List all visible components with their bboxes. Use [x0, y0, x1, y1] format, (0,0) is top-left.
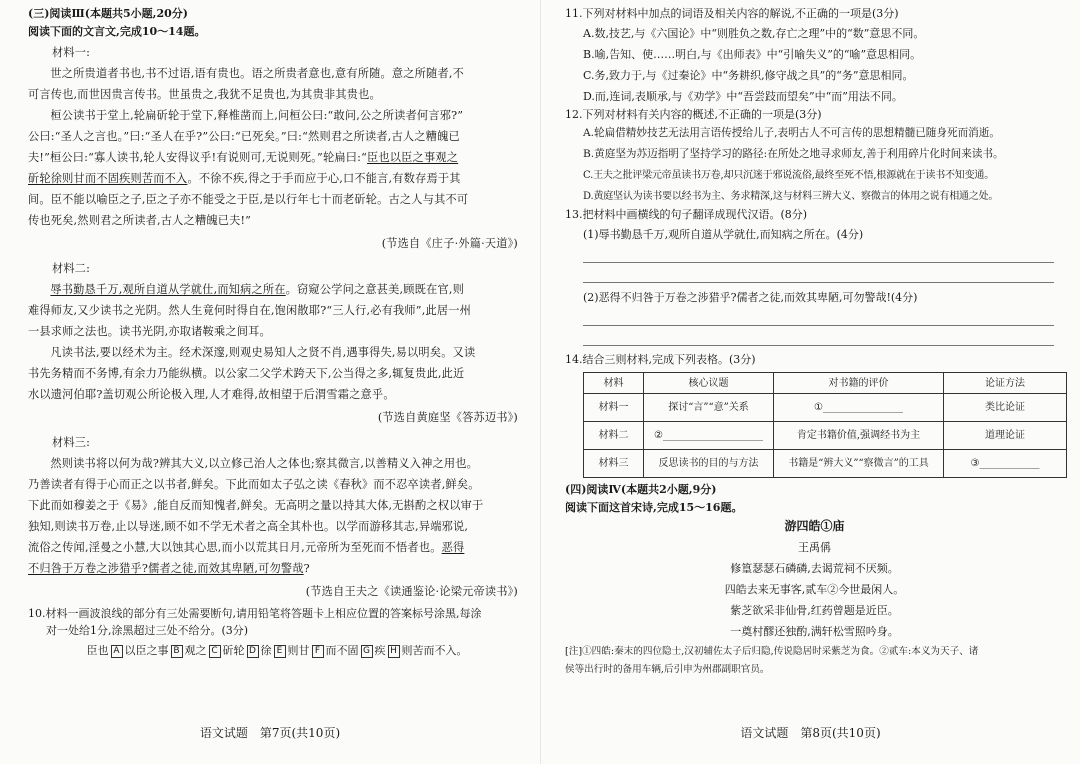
text-line: 然则读书将以何为哉?辨其大义,以立修己治人之体也;察其微言,以善精义入神之用也。 [50, 457, 479, 470]
sequence-text: 斫轮 [222, 644, 245, 657]
question-12: 12.下列对材料有关内容的概述,不正确的一项是(3分) [565, 107, 822, 121]
section-title: (三)阅读Ⅲ(本题共5小题,20分) [28, 7, 189, 20]
break-option-b[interactable]: B [171, 645, 183, 658]
option-c: C.王夫之批评梁元帝虽读书万卷,却只沉迷于邪说流俗,最终至死不悟,根源就在于读书不知变通。 [583, 170, 995, 181]
question-13-part-2: (2)恶得不归咎于万卷之涉猎乎?儒者之徒,而效其卑陋,可勿警哉!(4分) [583, 290, 918, 304]
text-line: 一县求师之法也。读书光阴,亦取诸鞍乘之间耳。 [28, 325, 271, 338]
text-line: 凡读书法,要以经术为主。经术深邃,则观史易知人之贤不肖,遇事得失,易以明矣。又读 [50, 346, 476, 359]
break-options [28, 643, 526, 660]
page-8 [540, 0, 1080, 764]
text-span: 。窃窥公学问之意甚美,顾既在官,则 [285, 283, 464, 296]
text-line: 乃善读者有得于心而正之以书者,鲜矣。下此而如太子弘之读《春秋》而不忍卒读者,鲜矣。 [28, 478, 480, 491]
text-line: 书先务精而不务博,有余力乃能纵横。以公家二父学术跨天下,公当得之多,辄复贵此,此近 [28, 367, 465, 380]
text-line: 传也死矣,然则君之所读者,古人之糟魄已夫!” [28, 214, 252, 227]
break-option-g[interactable]: G [361, 645, 373, 658]
source-citation: (节选自黄庭坚《答苏迈书》) [377, 411, 518, 424]
table-cell: 探讨“言”“意”关系 [644, 394, 774, 422]
poem-title: 游四皓①庙 [784, 519, 845, 533]
option-a: A.数,技艺,与《六国论》中“则胜负之数,存亡之理”中的“数”意思不同。 [583, 26, 925, 40]
option-d: D.黄庭坚认为读书要以经书为主、务求精深,这与材料三辨大义、察微言的体用之说有相通之处。 [583, 191, 999, 202]
text-line [28, 537, 526, 558]
text-span: ? [303, 562, 310, 575]
text-span: 流俗之传闻,淫曼之小慧,大以蚀其心思,而小以荒其日月,元帝所为至死而不悟者也。 [28, 541, 442, 554]
source-citation: (节选自《庄子·外篇·天道》) [381, 237, 518, 250]
question-11: 11.下列对材料中加点的词语及相关内容的解说,不正确的一项是(3分) [565, 7, 899, 20]
option-c: C.务,致力于,与《过秦论》中“务耕织,修守战之具”的“务”意思相同。 [583, 68, 914, 82]
poem-line: 紫芝欲采非仙骨,红药曾题是近臣。 [730, 604, 899, 617]
text-span: 夫!”桓公曰:“寡人读书,轮人安得议乎!有说则可,无说则死。”轮扁曰:“ [28, 151, 367, 164]
poem-note: [注]①四皓:秦末的四位隐士,汉初辅佐太子后归隐,传说隐居时采紫芝为食。②贰车:本义为天子、诸 [565, 646, 979, 657]
question-13-part-1: (1)辱书勤恳千万,观所自道从学就仕,而知病之所在。(4分) [583, 227, 864, 241]
poem-line: 修篁瑟瑟石磷磷,去谒荒祠不厌频。 [730, 562, 899, 575]
sequence-text: 观之 [184, 644, 207, 657]
section-title: (四)阅读Ⅳ(本题共2小题,9分) [565, 483, 717, 496]
text-line [28, 279, 526, 300]
table-cell: 材料三 [584, 450, 644, 478]
text-line: 公曰:“圣人之言也。”曰:“圣人在乎?”公曰:“已死矣。”曰:“然则君之所读者,古人之糟魄已 [28, 130, 460, 143]
instruction: 阅读下面的文言文,完成10～14题。 [28, 24, 206, 38]
material-2 [28, 258, 526, 428]
table-cell: 类比论证 [944, 394, 1067, 422]
answer-line[interactable] [583, 265, 1054, 283]
option-a: A.轮扁借精妙技艺无法用言语传授给儿子,表明古人不可言传的思想精髓已随身死而消逝。 [583, 127, 1000, 139]
break-option-a[interactable]: A [111, 645, 123, 658]
instruction: 阅读下面这首宋诗,完成15～16题。 [565, 500, 743, 514]
poem-line: 四皓去来无事客,贰车②今世最闲人。 [724, 583, 905, 596]
question-10: 10.材料一画波浪线的部分有三处需要断句,请用铅笔将答题卡上相应位置的答案标号涂黑,每涂 [28, 607, 482, 620]
question-13: 13.把材料中画横线的句子翻译成现代汉语。(8分) [565, 208, 808, 221]
wavy-line-part: 臣也以臣之事观之 [367, 151, 459, 164]
table-header: 对书籍的评价 [774, 373, 944, 394]
sequence-text: 则甘 [287, 644, 310, 657]
poem-author: 王禹偁 [798, 541, 831, 554]
table-cell: 肯定书籍价值,强调经书为主 [774, 422, 944, 450]
sequence-text: 以臣之事 [124, 644, 169, 657]
table-cell: 反思读书的目的与方法 [644, 450, 774, 478]
poem [565, 516, 1064, 642]
table-row [584, 450, 1067, 478]
summary-table [583, 372, 1067, 478]
sequence-text: 而不固 [325, 644, 359, 657]
break-option-d[interactable]: D [247, 645, 259, 658]
material-1 [28, 42, 526, 254]
table-cell: 材料二 [584, 422, 644, 450]
text-line: 难得师友,又少读书之光阴。然人生竟何时得自在,饱闲散耶?“三人行,必有我师”,此居一州 [28, 304, 472, 317]
text-line [28, 168, 526, 189]
underlined-sentence: 辱书勤恳千万,观所自道从学就仕,而知病之所在 [50, 283, 286, 296]
poem-note-cont: 侯等出行时的备用车辆,后引申为州郡副职官员。 [565, 664, 770, 675]
source-citation: (节选自王夫之《读通鉴论·论梁元帝读书》) [305, 585, 518, 598]
text-line: 水以遗河伯耶?盖切观公所论极入理,人才难得,故相望于后渭雪霜之意乎。 [28, 388, 395, 401]
underlined-sentence: 不归咎于万卷之涉猎乎?儒者之徒,而效其卑陋,可勿警哉 [28, 562, 304, 575]
text-line: 可言传也,而世因贵言传书。世虽贵之,我犹不足贵也,为其贵非其贵也。 [28, 88, 381, 101]
text-line [28, 558, 526, 579]
sequence-text: 疾 [374, 644, 386, 657]
table-cell: 材料一 [584, 394, 644, 422]
table-header-row [584, 373, 1067, 394]
question-14: 14.结合三则材料,完成下列表格。(3分) [565, 352, 756, 366]
option-b: B.喻,告知、使……明白,与《出师表》中“引喻失义”的“喻”意思相同。 [583, 47, 922, 61]
table-row [584, 394, 1067, 422]
page-footer: 语文试题 第8页(共10页) [740, 726, 881, 740]
table-cell: 道理论证 [944, 422, 1067, 450]
answer-blank-2[interactable]: ②____________________ [644, 422, 774, 450]
material-2-label: 材料二: [52, 262, 91, 275]
text-line: 桓公读书于堂上,轮扁斫轮于堂下,释椎凿而上,问桓公曰:“敢问,公之所读者何言邪?” [50, 109, 464, 122]
text-line: 独知,则读书万卷,止以导迷,顾不如不学无术者之高全其朴也。以学而游移其志,异端邪说, [28, 520, 469, 533]
sequence-text: 则苦而不入。 [401, 644, 468, 657]
sequence-text: 徐 [260, 644, 272, 657]
option-d: D.而,连词,表顺承,与《劝学》中“吾尝跂而望矣”中“而”用法不同。 [583, 89, 903, 103]
question-10-cont: 对一处给1分,涂黑超过三处不给分。(3分) [46, 623, 249, 637]
text-span: 。不徐不疾,得之于手而应于心,口不能言,有数存焉于其 [187, 172, 461, 185]
table-header: 核心议题 [644, 373, 774, 394]
table-row [584, 422, 1067, 450]
option-b: B.黄庭坚为苏迈指明了坚持学习的路径:在所处之地寻求师友,善于利用碎片化时间来读书。 [583, 148, 1004, 160]
answer-blank-3[interactable]: ③____________ [944, 450, 1067, 478]
table-header: 材料 [584, 373, 644, 394]
material-3-label: 材料三: [52, 436, 91, 449]
break-option-e[interactable]: E [274, 645, 286, 658]
sequence-text: 臣也 [86, 644, 109, 657]
table-header: 论证方法 [944, 373, 1067, 394]
text-line: 世之所贵道者书也,书不过语,语有贵也。语之所贵者意也,意有所随。意之所随者,不 [50, 67, 464, 80]
text-line: 下此而如穆姜之于《易》,能自反而知愧者,鲜矣。无高明之量以持其大体,无斟酌之权以审于 [28, 499, 484, 512]
wavy-line-part: 斫轮徐则甘而不固疾则苦而不入 [28, 172, 188, 185]
answer-line[interactable] [583, 308, 1054, 326]
text-line [28, 147, 526, 168]
answer-line[interactable] [583, 328, 1054, 346]
break-option-h[interactable]: H [388, 645, 400, 658]
answer-line[interactable] [583, 245, 1054, 263]
answer-blank-1[interactable]: ①________________ [774, 394, 944, 422]
material-1-label: 材料一: [52, 46, 91, 59]
underlined-sentence: 恶得 [441, 541, 465, 554]
break-option-c[interactable]: C [209, 645, 221, 658]
table-cell: 书籍是“辨大义”“察微言”的工具 [774, 450, 944, 478]
material-3 [28, 432, 526, 602]
poem-line: 一奠村醪还独酌,满轩松雪照吟身。 [730, 625, 899, 638]
page-footer: 语文试题 第7页(共10页) [199, 726, 341, 740]
break-option-f[interactable]: F [312, 645, 324, 658]
text-line: 间。臣不能以喻臣之子,臣之子亦不能受之于臣,是以行年七十而老斫轮。古之人与其不可 [28, 193, 469, 206]
